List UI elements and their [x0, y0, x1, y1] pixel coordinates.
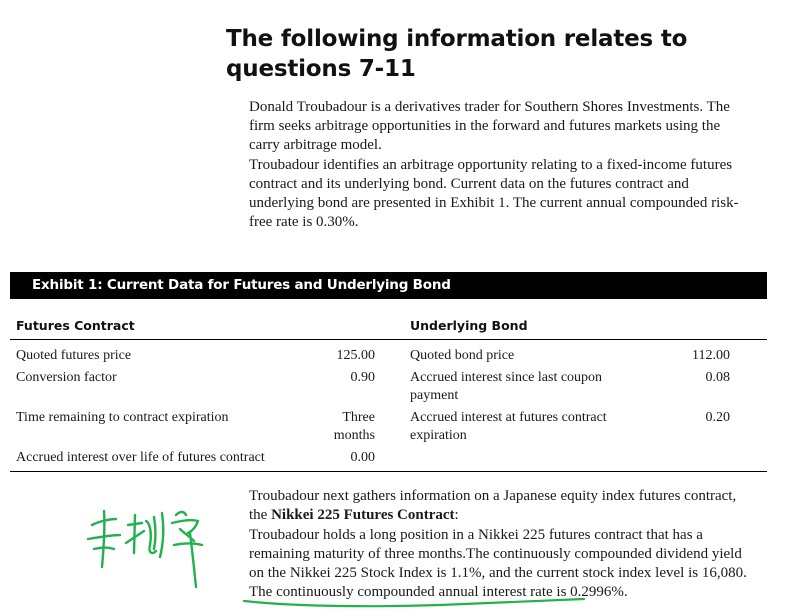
table-bottom-rule — [10, 471, 767, 472]
accrued-at-expiration-label-line2: expiration — [410, 428, 467, 443]
accrued-interest-futures-value: 0.00 — [350, 450, 375, 465]
time-remaining-label: Time remaining to contract expiration — [16, 410, 229, 425]
handwritten-annotation — [80, 505, 220, 595]
page-heading: The following information relates to questions 7-11 — [226, 26, 688, 82]
bond-price-value: 112.00 — [692, 348, 730, 363]
handwritten-underline — [240, 595, 590, 609]
bond-price-label: Quoted bond price — [410, 348, 515, 363]
nikkei-body-paragraph: Troubadour holds a long position in a Nikkei 225 futures contract that has a remaining maturity of three months.The continuously compounded dividend yield on the Nikkei 225 Stock Index is 1.1%, and the current stock index level is 16,080. — [249, 527, 747, 581]
futures-contract-header: Futures Contract — [16, 318, 135, 333]
accrued-at-expiration-label-line1: Accrued interest at futures contract — [410, 410, 607, 425]
time-remaining-value-line1: Three — [342, 410, 375, 425]
exhibit-title: Exhibit 1: Current Data for Futures and Underlying Bond — [10, 272, 767, 299]
conversion-factor-value: 0.90 — [350, 370, 375, 385]
handwritten-glyph-2 — [126, 513, 163, 557]
nikkei-intro-colon: : — [454, 507, 459, 523]
nikkei-intro-paragraph — [249, 487, 754, 525]
nikkei-interest-rate-line: The continuously compounded annual interest rate is 0.2996%. — [249, 584, 628, 600]
accrued-since-coupon-label-line1: Accrued interest since last coupon — [410, 370, 603, 385]
underlying-bond-header: Underlying Bond — [410, 318, 528, 333]
nikkei-intro-text: Troubadour next gathers information on a Japanese equity index futures contract, the — [249, 488, 737, 523]
intro-paragraph-2: Troubadour identifies an arbitrage opportunity relating to a fixed-income futures contract and its underlying bond. Current data on the futures contract and underlying bond are presented in Exhibit 1. The current annual compounded risk-free rate is 0.30%. — [249, 157, 739, 230]
futures-price-value: 125.00 — [336, 348, 375, 363]
accrued-interest-futures-label: Accrued interest over life of futures contract — [16, 450, 265, 465]
intro-paragraph-1: Donald Troubadour is a derivatives trader for Southern Shores Investments. The firm seeks arbitrage opportunities in the forward and futures markets using the carry arbitrage model. — [249, 99, 730, 153]
futures-price-label: Quoted futures price — [16, 348, 132, 363]
accrued-since-coupon-label-line2: payment — [410, 388, 459, 403]
handwritten-glyph-3 — [172, 512, 202, 587]
conversion-factor-label: Conversion factor — [16, 370, 117, 385]
nikkei-contract-name: Nikkei 225 Futures Contract — [271, 507, 455, 523]
accrued-at-expiration-value: 0.20 — [705, 410, 730, 425]
time-remaining-value-line2: months — [333, 428, 375, 443]
accrued-since-coupon-value: 0.08 — [705, 370, 730, 385]
handwritten-glyph-1 — [88, 511, 120, 567]
header-rule — [10, 339, 767, 340]
